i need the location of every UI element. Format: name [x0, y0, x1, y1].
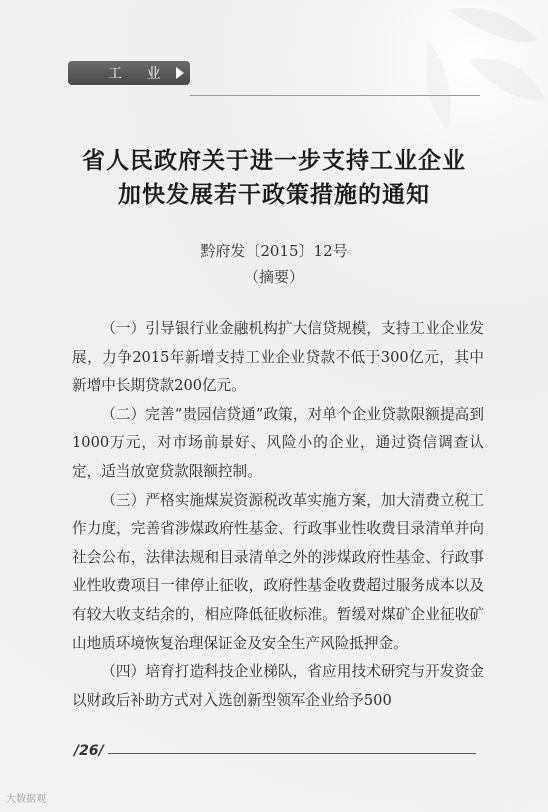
abstract-label: （摘要） — [243, 268, 304, 286]
document-number: 黔府发〔2015〕12号 — [200, 242, 348, 260]
header-divider — [190, 95, 480, 96]
paragraph-4: （四）培育打造科技企业梯队，省应用技术研究与开发资金以财政后补助方式对入选创新型领军企业给予500 — [72, 663, 484, 709]
section-tag — [68, 61, 190, 85]
document-title-line-1: 省人民政府关于进一步支持工业企业 — [82, 148, 466, 174]
document-title-line-2: 加快发展若干政策措施的通知 — [118, 182, 430, 208]
paragraph-3: （三）严格实施煤炭资源税改革实施方案，加大清费立税工作力度，完善省涉煤政府性基金、行政事业性收费目录清单并向社会公布，法律法规和目录清单之外的涉煤政府性基金、行政事业性收费项目一律停止征收，政府性基金收费超过服务成本以及有较大收支结余的，相应降低征收标准。暂缓对煤矿企业征收矿山地质环境恢复治理保证金及安全生产风险抵押金。 — [72, 491, 484, 652]
footer-divider — [108, 753, 476, 754]
decorative-leaves — [388, 0, 548, 160]
document-body — [72, 315, 484, 715]
paragraph-1: （一）引导银行业金融机构扩大信贷规模，支持工业企业发展，力争2015年新增支持工业企业贷款不低于300亿元，其中新增中长期贷款200亿元。 — [72, 320, 484, 395]
watermark: 大数据观 — [6, 794, 46, 805]
page-number: /26/ — [74, 743, 104, 759]
paragraph-2: （二）完善“贵园信贷通”政策，对单个企业贷款限额提高到1000万元，对市场前景好、风险小的企业，通过资信调查认定，适当放宽贷款限额控制。 — [72, 405, 484, 480]
chevron-right-icon — [176, 67, 184, 79]
section-tag-label: 工 业 — [108, 66, 171, 82]
